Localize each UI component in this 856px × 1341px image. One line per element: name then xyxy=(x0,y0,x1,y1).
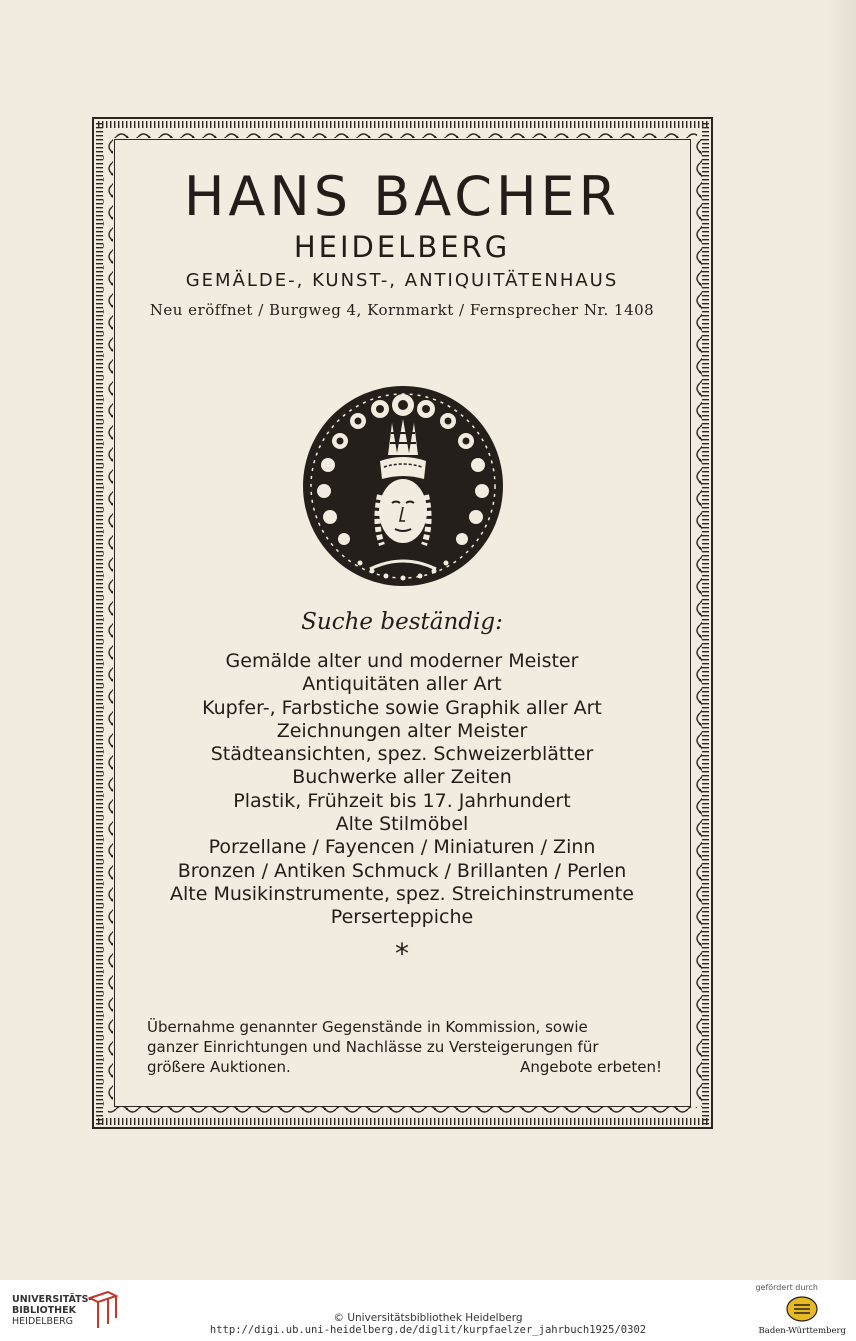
note-line-1: Übernahme genannter Gegenstände in Kommission, sowie xyxy=(147,1018,588,1036)
list-item: Buchwerke aller Zeiten xyxy=(292,766,512,789)
list-item: Perserteppiche xyxy=(330,906,474,929)
note-line-3 xyxy=(147,1057,662,1077)
seek-heading: Suche beständig: xyxy=(301,609,503,635)
list-item: Bronzen / Antiken Schmuck / Brillanten / Perlen xyxy=(177,859,627,882)
list-item: Plastik, Frühzeit bis 17. Jahrhundert xyxy=(233,789,571,812)
list-item: Kupfer-, Farbstiche sowie Graphik aller Art xyxy=(202,696,602,719)
company-name: HANS BACHER xyxy=(183,165,621,228)
logo-line-1: UNIVERSITÄTS- xyxy=(12,1294,93,1305)
commission-note xyxy=(147,1017,662,1077)
asterisk-separator: * xyxy=(395,937,409,970)
list-item: Porzellane / Fayencen / Miniaturen / Zinn xyxy=(208,836,596,859)
note-line-2: ganzer Einrichtungen und Nachlässe zu Versteigerungen für xyxy=(147,1038,599,1056)
note-line-3-left: größere Auktionen. xyxy=(147,1058,291,1076)
wanted-items-list xyxy=(112,650,692,930)
logo-line-3: HEIDELBERG xyxy=(12,1316,74,1327)
list-item: Zeichnungen alter Meister xyxy=(276,719,528,742)
company-city: HEIDELBERG xyxy=(293,230,511,264)
note-line-3-right: Angebote erbeten! xyxy=(520,1058,662,1076)
scan-edge-shadow xyxy=(826,0,856,1280)
company-address: Neu eröffnet / Burgweg 4, Kornmarkt / Fernsprecher Nr. 1408 xyxy=(149,301,655,319)
list-item: Gemälde alter und moderner Meister xyxy=(225,650,579,672)
list-item: Städteansichten, spez. Schweizerblätter xyxy=(210,743,594,766)
list-item: Antiquitäten aller Art xyxy=(302,673,502,696)
baden-wuerttemberg-crest-icon xyxy=(785,1296,819,1322)
logo-line-2: BIBLIOTHEK xyxy=(12,1305,76,1316)
copyright-notice xyxy=(0,1312,856,1336)
viewer-footer xyxy=(0,1280,856,1341)
permalink-url[interactable]: http://digi.ub.uni-heidelberg.de/diglit/kurpfaelzer_jahrbuch1925/0302 xyxy=(209,1324,647,1336)
classical-head-medallion-icon xyxy=(300,383,506,589)
company-subtitle: GEMÄLDE-, KUNST-, ANTIQUITÄTENHAUS xyxy=(185,270,619,291)
list-item: Alte Stilmöbel xyxy=(335,813,469,836)
funded-by-label: gefördert durch xyxy=(755,1283,818,1292)
list-item: Alte Musikinstrumente, spez. Streichinstrumente xyxy=(169,882,634,905)
funder-name: Baden-Württemberg xyxy=(758,1326,846,1336)
copyright-text: © Universitätsbibliothek Heidelberg xyxy=(333,1312,523,1324)
